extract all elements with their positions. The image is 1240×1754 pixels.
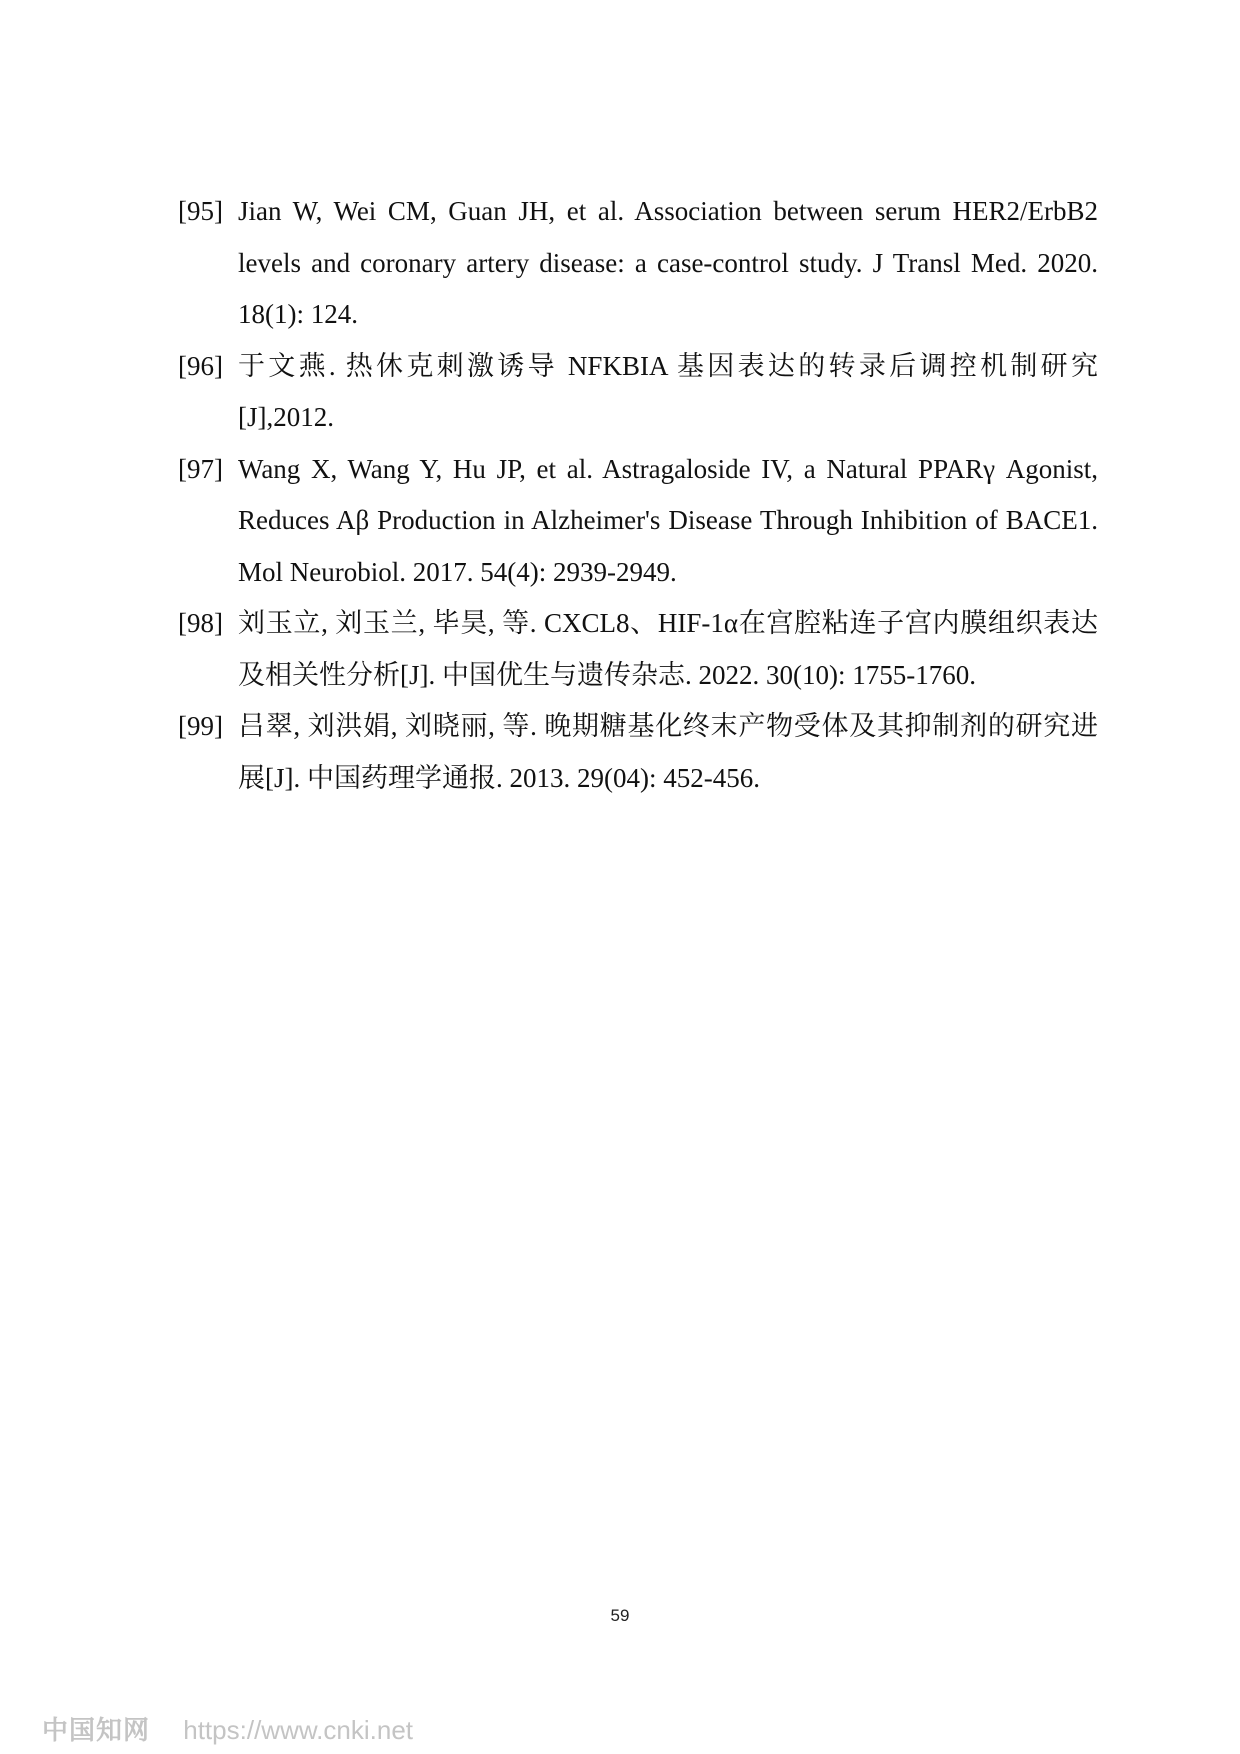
reference-number: [97]	[178, 453, 223, 484]
reference-text: 于文燕. 热休克刺激诱导 NFKBIA 基因表达的转录后调控机制研究 [J],2012.	[238, 350, 1098, 432]
reference-text: Wang X, Wang Y, Hu JP, et al. Astragaloside IV, a Natural PPARγ Agonist, Reduces Aβ Production in Alzheimer's Disease Through Inhibition of BACE1. Mol Neurobiol. 2017. 54(4): 2939-2949.	[238, 453, 1098, 587]
reference-text: Jian W, Wei CM, Guan JH, et al. Association between serum HER2/ErbB2 levels and coronary artery disease: a case-control study. J Transl Med. 2020. 18(1): 124.	[238, 196, 1098, 329]
reference-list	[178, 186, 1098, 804]
cnki-watermark	[42, 1710, 413, 1747]
reference-item	[178, 444, 1098, 599]
reference-item	[178, 186, 1098, 341]
reference-item	[178, 341, 1098, 444]
watermark-logo: 中国知网	[42, 1715, 151, 1745]
reference-text: 吕翠, 刘洪娟, 刘晓丽, 等. 晚期糖基化终末产物受体及其抑制剂的研究进展[J]. 中国药理学通报. 2013. 29(04): 452-456.	[238, 711, 1098, 793]
reference-item	[178, 701, 1098, 804]
reference-text: 刘玉立, 刘玉兰, 毕昊, 等. CXCL8、HIF-1α在宫腔粘连子宫内膜组织表达及相关性分析[J]. 中国优生与遗传杂志. 2022. 30(10): 1755-1760.	[238, 608, 1098, 690]
reference-number: [99]	[178, 711, 223, 741]
reference-number: [98]	[178, 608, 223, 638]
reference-item	[178, 598, 1098, 701]
reference-number: [96]	[178, 350, 223, 381]
page-number: 59	[610, 1606, 630, 1625]
reference-number: [95]	[178, 196, 223, 226]
watermark-url: https://www.cnki.net	[183, 1715, 414, 1745]
